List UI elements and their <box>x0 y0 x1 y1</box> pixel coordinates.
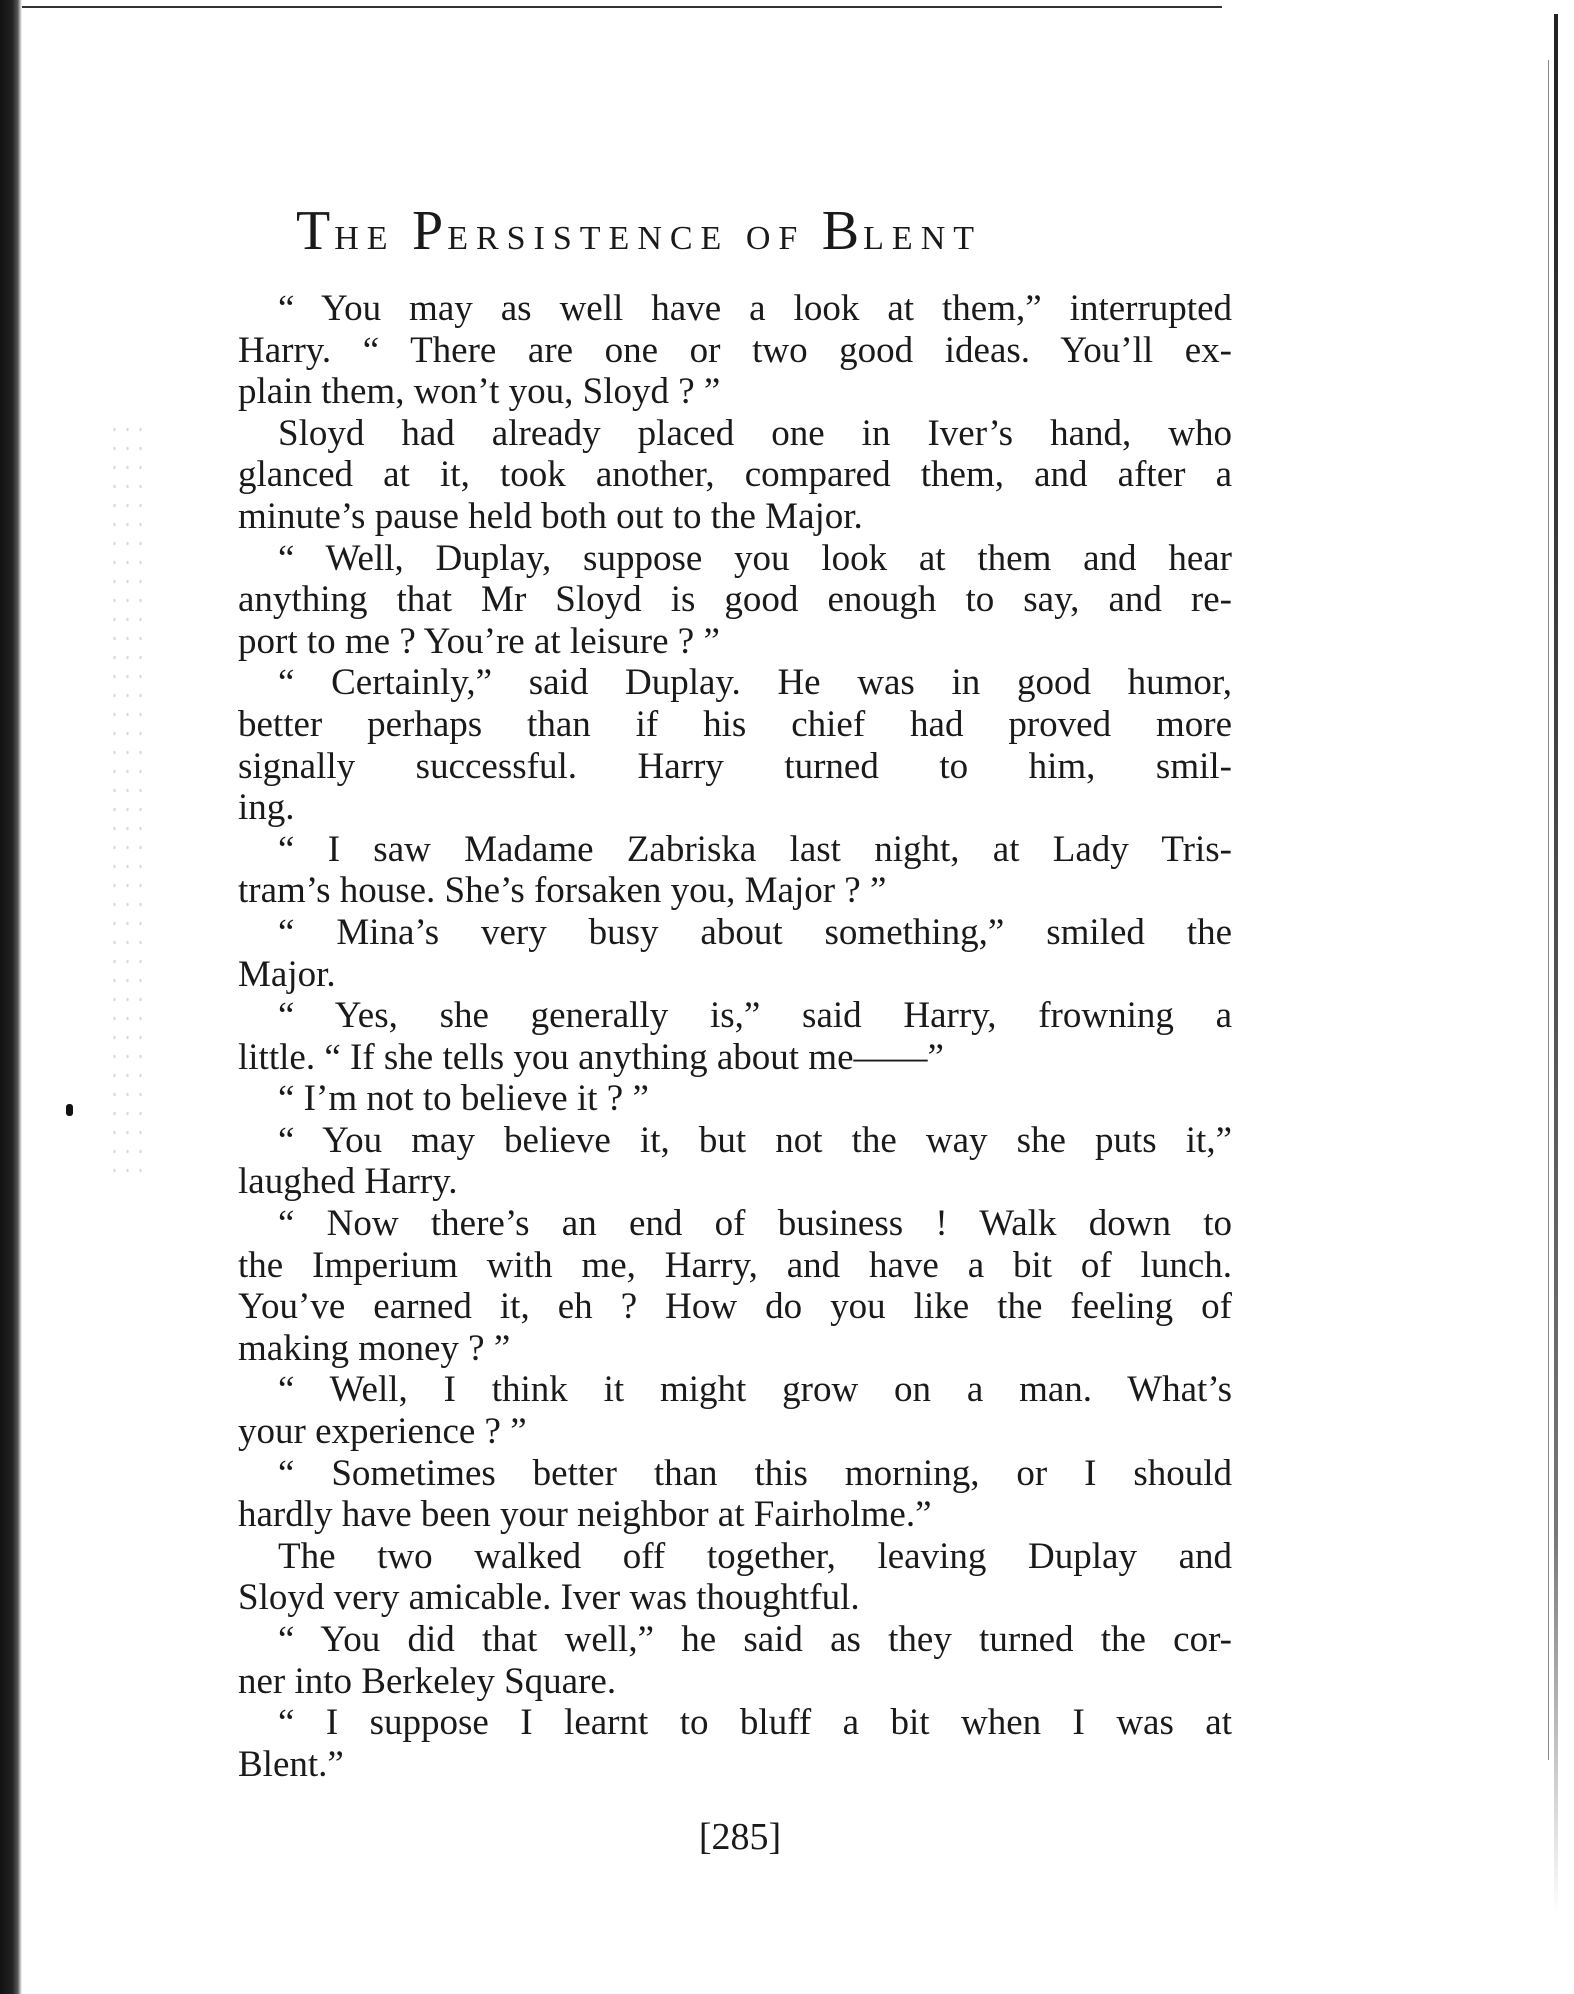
text-line: signally successful. Harry turned to him, smil- <box>238 745 1232 787</box>
text-line: tram’s house. She’s forsaken you, Major ? ” <box>238 870 887 912</box>
scan-edge-right-inner <box>1548 60 1549 1760</box>
header-space <box>396 220 413 257</box>
scan-edge-left <box>0 0 22 1994</box>
text-line: “ Yes, she generally is,” said Harry, frowning a <box>278 995 1232 1037</box>
text-line: little. “ If she tells you anything about me——” <box>238 1036 944 1078</box>
text-line: anything that Mr Sloyd is good enough to say, and re- <box>238 579 1232 621</box>
text-line: Major. <box>238 953 336 995</box>
text-line: “ I suppose I learnt to bluff a bit when I was at <box>278 1702 1232 1744</box>
header-word: PERSISTENCE <box>412 200 730 262</box>
text-line: “ I’m not to believe it ? ” <box>278 1078 649 1120</box>
text-line: “ Well, I think it might grow on a man. What’s <box>278 1369 1232 1411</box>
text-line: You’ve earned it, eh ? How do you like the feeling of <box>238 1286 1232 1328</box>
text-line: port to me ? You’re at leisure ? ” <box>238 620 720 662</box>
text-line: “ You may as well have a look at them,” interrupted <box>278 288 1232 329</box>
text-line: “ Mina’s very busy about something,” smiled the <box>278 911 1232 953</box>
text-line: your experience ? ” <box>238 1411 527 1453</box>
text-line: “ Now there’s an end of business ! Walk down to <box>278 1203 1232 1245</box>
header-word: OF <box>729 220 822 257</box>
margin-ink-mark <box>66 1104 73 1116</box>
scan-edge-right <box>1554 14 1558 1914</box>
text-line: The two walked off together, leaving Duplay and <box>278 1535 1232 1577</box>
text-line: plain them, won’t you, Sloyd ? ” <box>238 371 721 413</box>
scan-edge-top <box>22 6 1222 8</box>
text-line: “ You did that well,” he said as they turned the cor- <box>278 1619 1232 1660</box>
text-line: “ Sometimes better than this morning, or I should <box>278 1452 1232 1494</box>
text-line: Harry. “ There are one or two good ideas. You’ll ex- <box>238 329 1232 371</box>
text-line: “ Certainly,” said Duplay. He was in good humor, <box>278 662 1232 704</box>
text-line: the Imperium with me, Harry, and have a bit of lunch. <box>238 1244 1232 1286</box>
text-line: better perhaps than if his chief had proved more <box>238 703 1232 745</box>
text-line: making money ? ” <box>238 1327 511 1369</box>
text-line: ner into Berkeley Square. <box>238 1660 617 1702</box>
body-text <box>238 288 1232 1785</box>
header-word: BLENT <box>821 200 983 262</box>
text-line: “ Well, Duplay, suppose you look at them and hear <box>278 537 1232 579</box>
text-line: laughed Harry. <box>238 1161 458 1203</box>
margin-speckle <box>108 420 148 1180</box>
text-line: glanced at it, took another, compared them, and after a <box>238 454 1232 496</box>
text-line: “ I saw Madame Zabriska last night, at Lady Tris- <box>278 828 1232 870</box>
text-line: “ You may believe it, but not the way she puts it,” <box>278 1119 1232 1161</box>
running-header <box>296 196 1196 266</box>
text-line: Sloyd very amicable. Iver was thoughtful. <box>238 1577 860 1619</box>
header-word: THE <box>296 200 396 262</box>
text-line: ing. <box>238 787 295 829</box>
page-number: [285] <box>698 1816 782 1858</box>
text-line: hardly have been your neighbor at Fairholme.” <box>238 1494 932 1536</box>
text-line: minute’s pause held both out to the Major. <box>238 495 863 537</box>
text-line: Blent.” <box>238 1743 344 1785</box>
text-line: Sloyd had already placed one in Iver’s hand, who <box>278 412 1232 454</box>
